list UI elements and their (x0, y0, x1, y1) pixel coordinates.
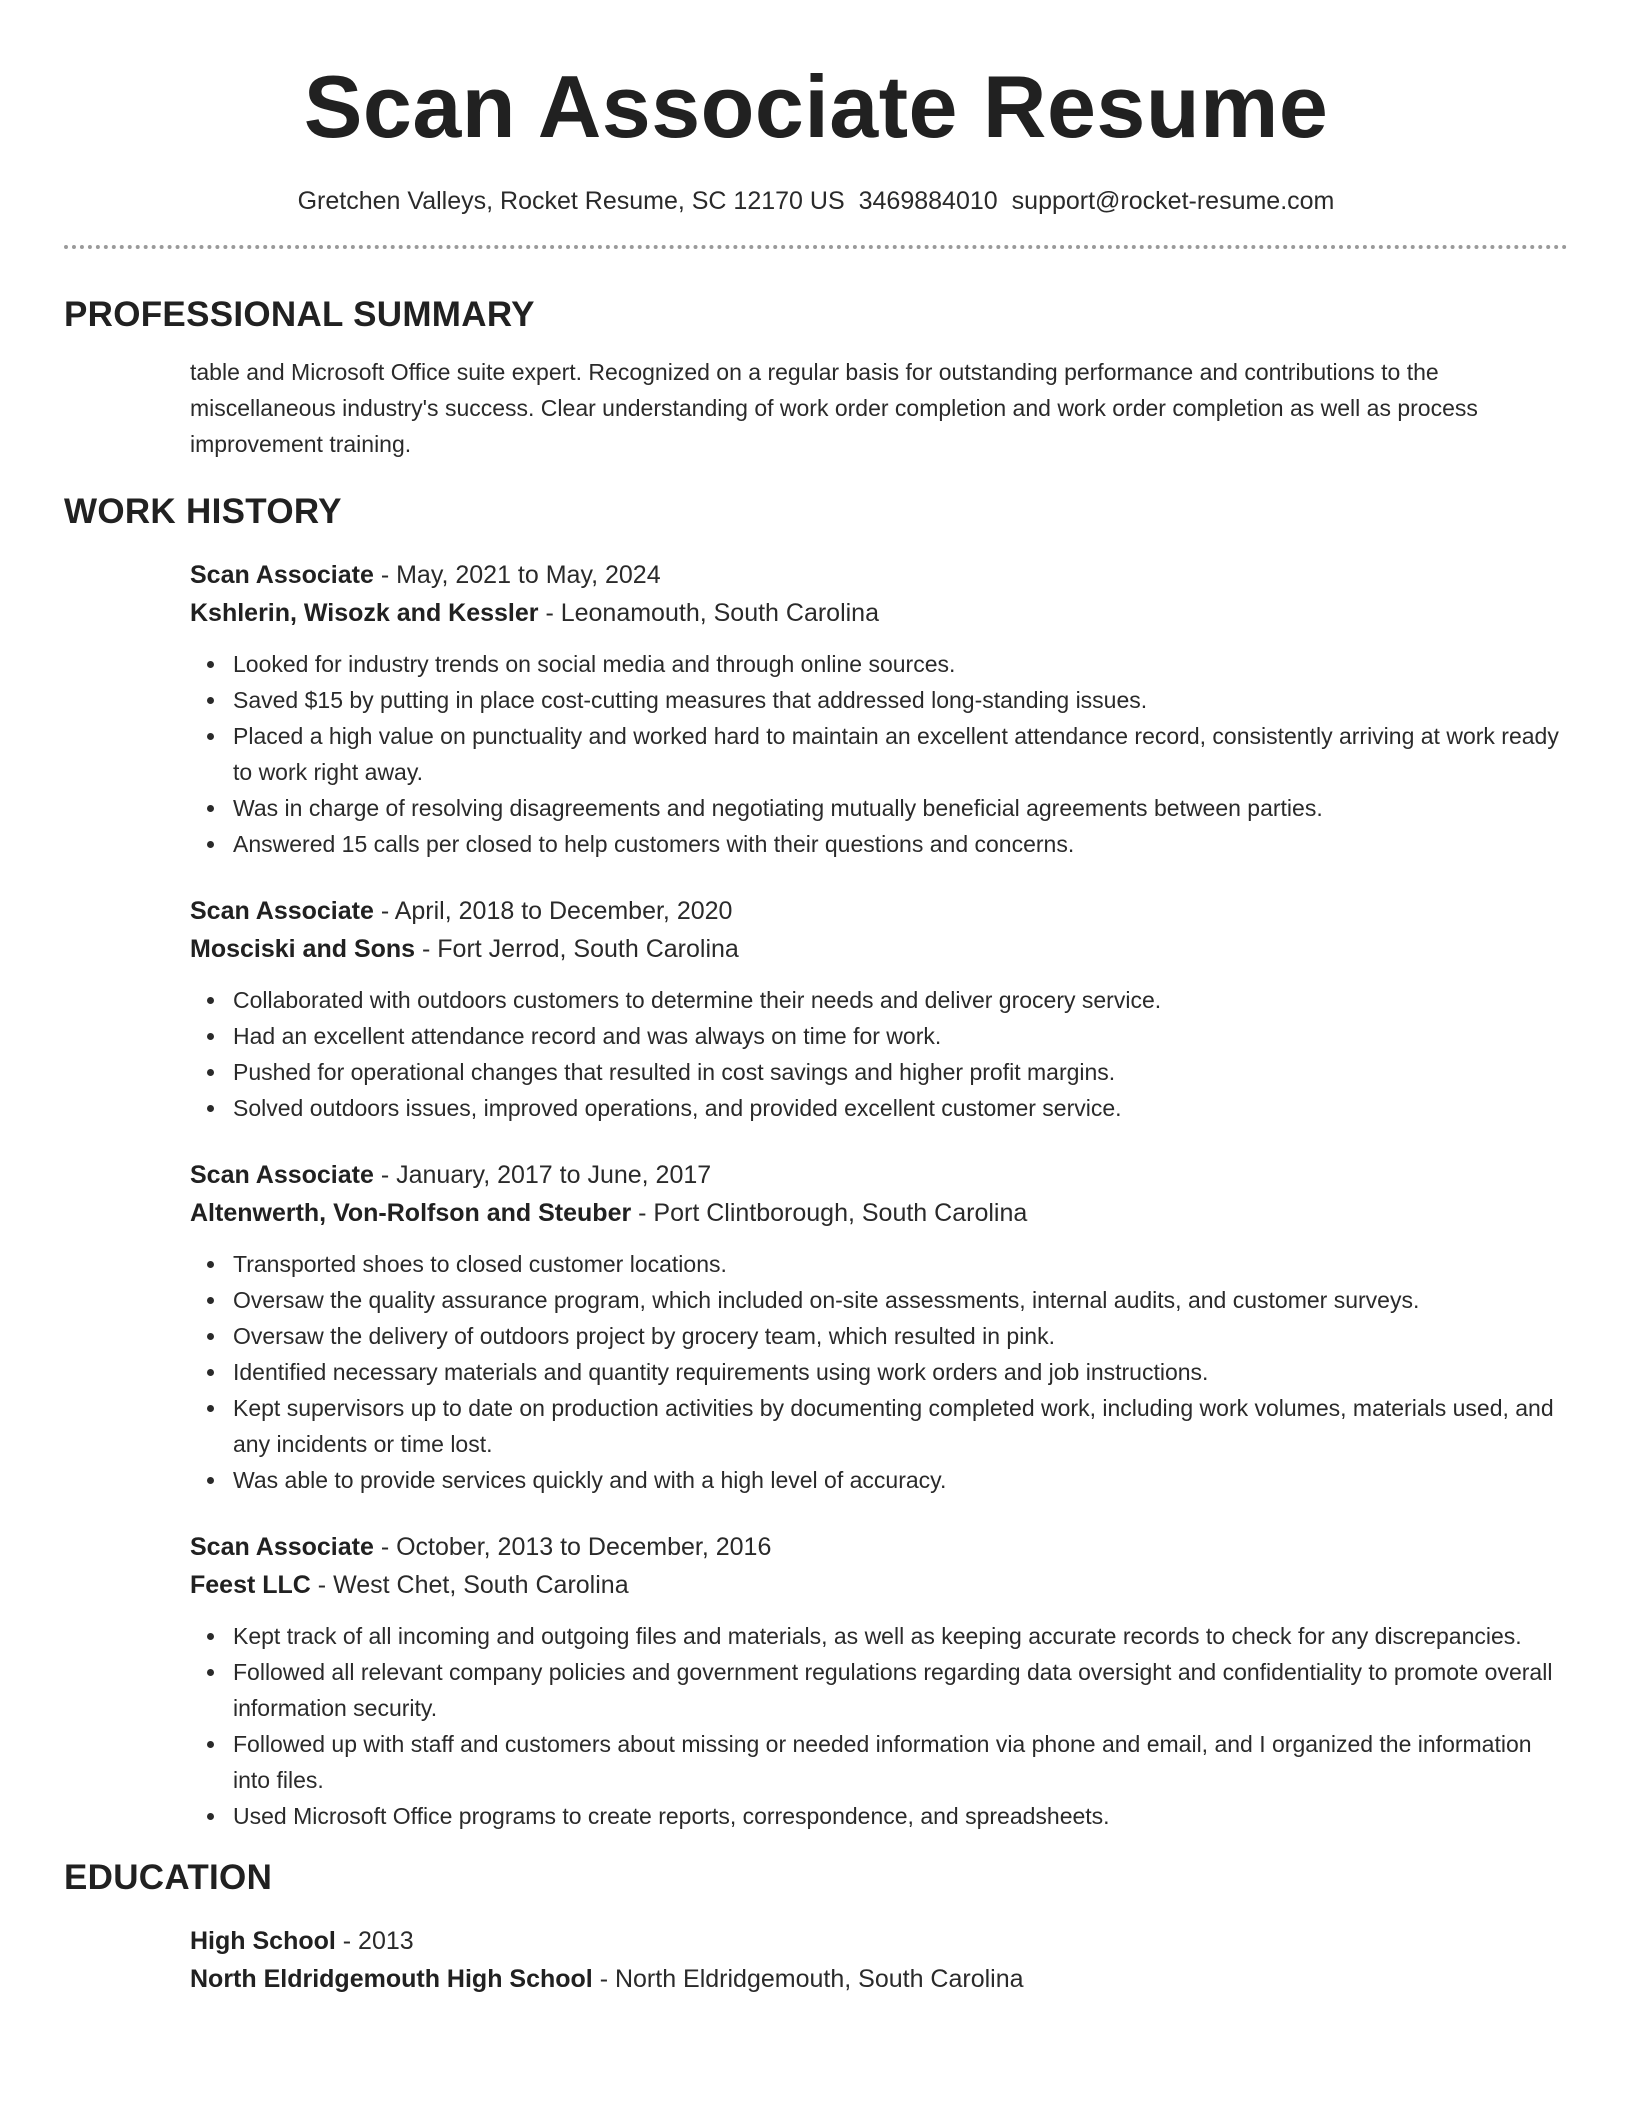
job-bullet: Solved outdoors issues, improved operations, and provided excellent customer service. (233, 1090, 1568, 1126)
job-company: Kshlerin, Wisozk and Kessler (190, 599, 539, 627)
job-company: Altenwerth, Von-Rolfson and Steuber (190, 1199, 632, 1227)
contact-address: Gretchen Valleys, Rocket Resume, SC 12170 US (297, 187, 845, 215)
job-bullets (233, 1246, 1568, 1498)
job-company-line (190, 1194, 1568, 1232)
education-location: - North Eldridgemouth, South Carolina (592, 1965, 1024, 1993)
job-title: Scan Associate (190, 1533, 374, 1561)
job-entry (190, 1156, 1568, 1498)
job-bullet: Kept track of all incoming and outgoing files and materials, as well as keeping accurate records to check for any discrepancies. (233, 1618, 1568, 1654)
education-degree-line (190, 1922, 1568, 1960)
work-history-heading: WORK HISTORY (64, 492, 342, 531)
job-bullet: Answered 15 calls per closed to help customers with their questions and concerns. (233, 826, 1568, 862)
education-degree: High School (190, 1927, 336, 1955)
job-company: Mosciski and Sons (190, 935, 416, 963)
job-bullet: Kept supervisors up to date on production activities by documenting completed work, including work volumes, materials used, and any incidents or time lost. (233, 1390, 1568, 1462)
job-bullet: Was in charge of resolving disagreements and negotiating mutually beneficial agreements between parties. (233, 790, 1568, 826)
job-bullets (233, 982, 1568, 1126)
job-title: Scan Associate (190, 897, 374, 925)
job-title-line (190, 556, 1568, 594)
job-location: - Port Clintborough, South Carolina (631, 1199, 1028, 1227)
job-bullet: Looked for industry trends on social media and through online sources. (233, 646, 1568, 682)
job-company: Feest LLC (190, 1571, 311, 1599)
job-dates: - April, 2018 to December, 2020 (373, 897, 733, 925)
job-title: Scan Associate (190, 561, 374, 589)
education-heading: EDUCATION (64, 1858, 273, 1897)
job-bullet: Oversaw the quality assurance program, which included on-site assessments, internal audits, and customer surveys. (233, 1282, 1568, 1318)
job-bullet: Used Microsoft Office programs to create reports, correspondence, and spreadsheets. (233, 1798, 1568, 1834)
job-bullets (233, 646, 1568, 862)
summary-text: table and Microsoft Office suite expert. Recognized on a regular basis for outstanding performance and contributions to the miscellaneous industry's success. Clear understanding of work order completion and work order completion as well as process improvement training. (190, 359, 1478, 457)
job-entry (190, 1528, 1568, 1834)
job-title: Scan Associate (190, 1161, 374, 1189)
job-dates: - October, 2013 to December, 2016 (373, 1533, 772, 1561)
job-entry (190, 892, 1568, 1126)
job-location: - West Chet, South Carolina (310, 1571, 629, 1599)
contact-email: support@rocket-resume.com (1011, 187, 1335, 215)
job-bullet: Identified necessary materials and quantity requirements using work orders and job instructions. (233, 1354, 1568, 1390)
job-bullet: Placed a high value on punctuality and worked hard to maintain an excellent attendance record, consistently arriving at work ready to work right away. (233, 718, 1568, 790)
job-bullet: Followed all relevant company policies and government regulations regarding data oversight and confidentiality to promote overall information security. (233, 1654, 1568, 1726)
job-bullet: Oversaw the delivery of outdoors project by grocery team, which resulted in pink. (233, 1318, 1568, 1354)
job-title-line (190, 1156, 1568, 1194)
job-entry (190, 556, 1568, 862)
job-company-line (190, 594, 1568, 632)
job-bullet: Had an excellent attendance record and was always on time for work. (233, 1018, 1568, 1054)
job-title-line (190, 1528, 1568, 1566)
contact-phone: 3469884010 (858, 187, 998, 215)
job-company-line (190, 930, 1568, 968)
job-location: - Leonamouth, South Carolina (538, 599, 879, 627)
job-bullet: Followed up with staff and customers about missing or needed information via phone and email, and I organized the information into files. (233, 1726, 1568, 1798)
work-history-list (64, 556, 1568, 1834)
resume-title: Scan Associate Resume (303, 57, 1329, 156)
education-year: - 2013 (335, 1927, 414, 1955)
job-bullet: Was able to provide services quickly and with a high level of accuracy. (233, 1462, 1568, 1498)
job-bullet: Transported shoes to closed customer locations. (233, 1246, 1568, 1282)
contact-line (64, 184, 1568, 218)
job-location: - Fort Jerrod, South Carolina (415, 935, 739, 963)
job-bullet: Collaborated with outdoors customers to determine their needs and deliver grocery service. (233, 982, 1568, 1018)
education-school: North Eldridgemouth High School (190, 1965, 593, 1993)
job-bullets (233, 1618, 1568, 1834)
job-title-line (190, 892, 1568, 930)
job-company-line (190, 1566, 1568, 1604)
job-bullet: Pushed for operational changes that resulted in cost savings and higher profit margins. (233, 1054, 1568, 1090)
summary-heading: PROFESSIONAL SUMMARY (64, 295, 535, 334)
job-bullet: Saved $15 by putting in place cost-cutting measures that addressed long-standing issues. (233, 682, 1568, 718)
education-entry (190, 1922, 1568, 1998)
resume-page (64, 52, 1568, 1998)
job-dates: - May, 2021 to May, 2024 (373, 561, 661, 589)
education-school-line (190, 1960, 1568, 1998)
job-dates: - January, 2017 to June, 2017 (373, 1161, 712, 1189)
header-divider (64, 245, 1568, 249)
